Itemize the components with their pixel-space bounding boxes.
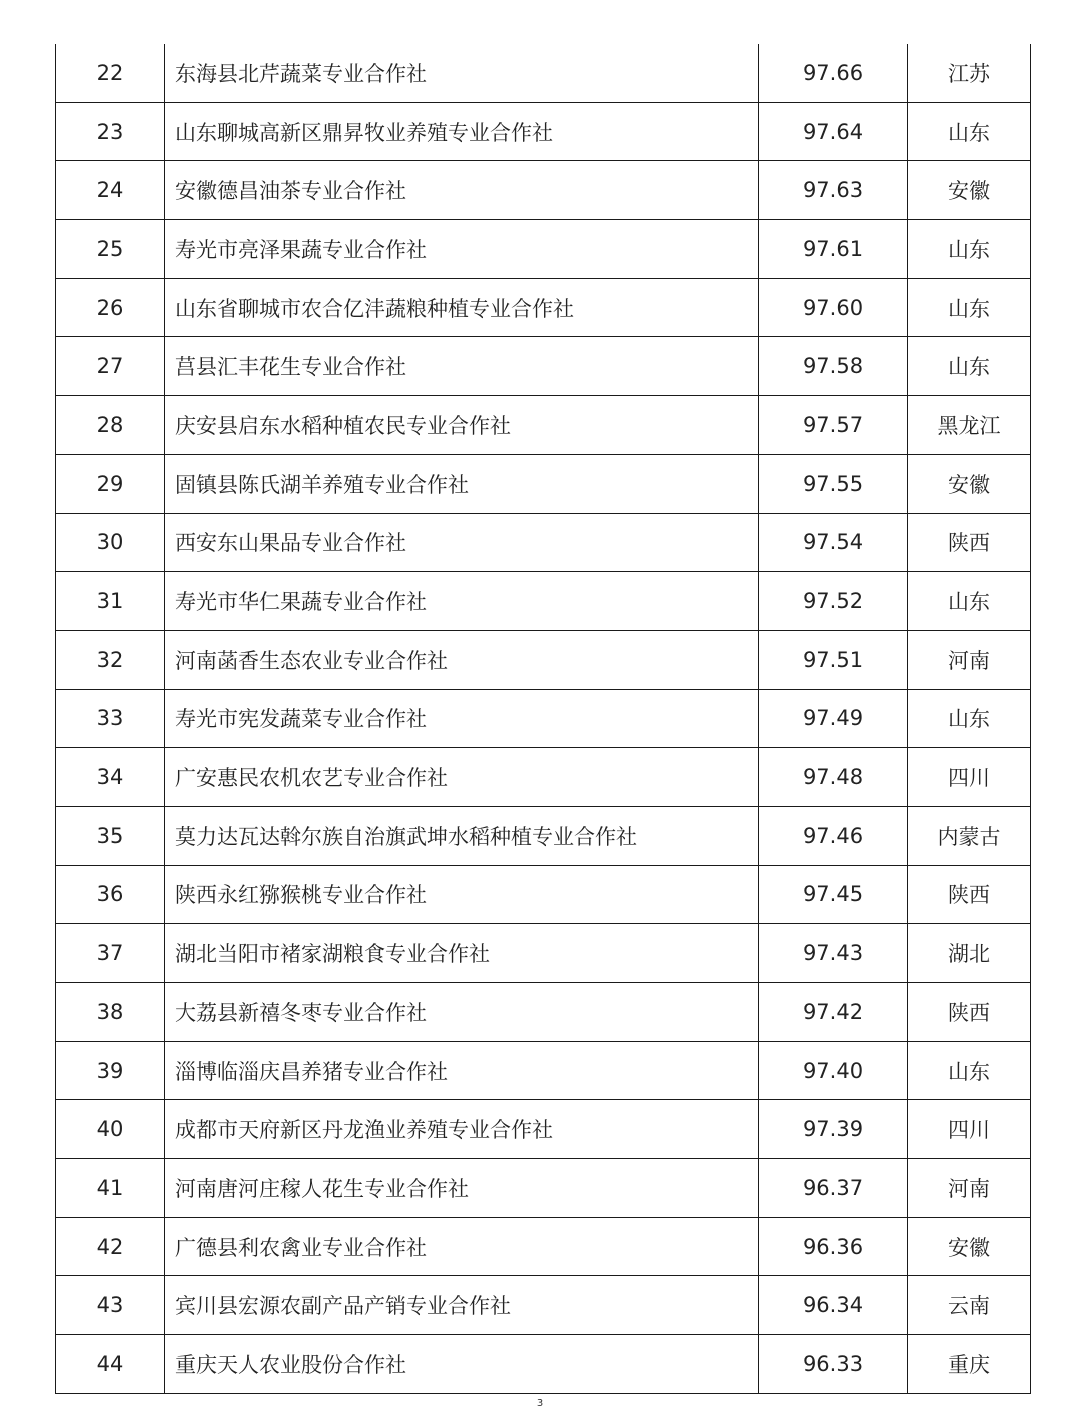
table-row xyxy=(56,924,1031,983)
score-cell: 97.48 xyxy=(759,748,908,807)
ranking-table-body xyxy=(56,44,1031,1393)
cooperative-name-cell: 寿光市亮泽果蔬专业合作社 xyxy=(165,220,759,279)
rank-cell: 28 xyxy=(56,396,165,455)
province-cell: 安徽 xyxy=(908,1217,1031,1276)
score-cell: 97.57 xyxy=(759,396,908,455)
rank-cell: 39 xyxy=(56,1041,165,1100)
page-number-mark: 3 xyxy=(536,1398,544,1409)
score-cell: 97.55 xyxy=(759,454,908,513)
rank-cell: 44 xyxy=(56,1335,165,1394)
table-row xyxy=(56,1100,1031,1159)
cooperative-name-cell: 寿光市华仁果蔬专业合作社 xyxy=(165,572,759,631)
cooperative-name-cell: 山东省聊城市农合亿沣蔬粮种植专业合作社 xyxy=(165,278,759,337)
rank-cell: 42 xyxy=(56,1217,165,1276)
score-cell: 97.49 xyxy=(759,689,908,748)
cooperative-name-cell: 西安东山果品专业合作社 xyxy=(165,513,759,572)
cooperative-name-cell: 庆安县启东水稻种植农民专业合作社 xyxy=(165,396,759,455)
cooperative-name-cell: 广安惠民农机农艺专业合作社 xyxy=(165,748,759,807)
table-row xyxy=(56,1159,1031,1218)
cooperative-name-cell: 安徽德昌油茶专业合作社 xyxy=(165,161,759,220)
province-cell: 陕西 xyxy=(908,983,1031,1042)
province-cell: 陕西 xyxy=(908,865,1031,924)
table-row xyxy=(56,1335,1031,1394)
score-cell: 97.63 xyxy=(759,161,908,220)
province-cell: 四川 xyxy=(908,1100,1031,1159)
table-row xyxy=(56,278,1031,337)
score-cell: 97.39 xyxy=(759,1100,908,1159)
province-cell: 安徽 xyxy=(908,161,1031,220)
province-cell: 山东 xyxy=(908,220,1031,279)
table-row xyxy=(56,513,1031,572)
rank-cell: 24 xyxy=(56,161,165,220)
cooperative-name-cell: 莫力达瓦达斡尔族自治旗武坤水稻种植专业合作社 xyxy=(165,806,759,865)
province-cell: 山东 xyxy=(908,102,1031,161)
cooperative-name-cell: 成都市天府新区丹龙渔业养殖专业合作社 xyxy=(165,1100,759,1159)
score-cell: 97.60 xyxy=(759,278,908,337)
cooperative-name-cell: 东海县北芹蔬菜专业合作社 xyxy=(165,44,759,102)
cooperative-ranking-table xyxy=(55,44,1030,1394)
province-cell: 陕西 xyxy=(908,513,1031,572)
cooperative-name-cell: 河南菡香生态农业专业合作社 xyxy=(165,630,759,689)
cooperative-name-cell: 山东聊城高新区鼎昇牧业养殖专业合作社 xyxy=(165,102,759,161)
rank-cell: 38 xyxy=(56,983,165,1042)
cooperative-name-cell: 陕西永红猕猴桃专业合作社 xyxy=(165,865,759,924)
score-cell: 96.34 xyxy=(759,1276,908,1335)
cooperative-name-cell: 宾川县宏源农副产品产销专业合作社 xyxy=(165,1276,759,1335)
rank-cell: 31 xyxy=(56,572,165,631)
score-cell: 97.54 xyxy=(759,513,908,572)
score-cell: 97.46 xyxy=(759,806,908,865)
rank-cell: 23 xyxy=(56,102,165,161)
score-cell: 97.66 xyxy=(759,44,908,102)
rank-cell: 34 xyxy=(56,748,165,807)
cooperative-name-cell: 湖北当阳市褚家湖粮食专业合作社 xyxy=(165,924,759,983)
rank-cell: 36 xyxy=(56,865,165,924)
score-cell: 97.45 xyxy=(759,865,908,924)
province-cell: 山东 xyxy=(908,278,1031,337)
ranking-table xyxy=(55,44,1031,1394)
table-row xyxy=(56,102,1031,161)
province-cell: 四川 xyxy=(908,748,1031,807)
score-cell: 97.64 xyxy=(759,102,908,161)
table-row xyxy=(56,865,1031,924)
rank-cell: 29 xyxy=(56,454,165,513)
cooperative-name-cell: 重庆天人农业股份合作社 xyxy=(165,1335,759,1394)
rank-cell: 27 xyxy=(56,337,165,396)
rank-cell: 26 xyxy=(56,278,165,337)
rank-cell: 30 xyxy=(56,513,165,572)
score-cell: 97.61 xyxy=(759,220,908,279)
table-row xyxy=(56,454,1031,513)
rank-cell: 35 xyxy=(56,806,165,865)
rank-cell: 43 xyxy=(56,1276,165,1335)
table-row xyxy=(56,337,1031,396)
table-row xyxy=(56,572,1031,631)
score-cell: 96.36 xyxy=(759,1217,908,1276)
province-cell: 内蒙古 xyxy=(908,806,1031,865)
province-cell: 山东 xyxy=(908,1041,1031,1100)
score-cell: 96.33 xyxy=(759,1335,908,1394)
province-cell: 河南 xyxy=(908,1159,1031,1218)
table-row xyxy=(56,630,1031,689)
cooperative-name-cell: 大荔县新禧冬枣专业合作社 xyxy=(165,983,759,1042)
table-row xyxy=(56,689,1031,748)
province-cell: 山东 xyxy=(908,689,1031,748)
province-cell: 江苏 xyxy=(908,44,1031,102)
score-cell: 97.51 xyxy=(759,630,908,689)
province-cell: 山东 xyxy=(908,572,1031,631)
rank-cell: 32 xyxy=(56,630,165,689)
province-cell: 重庆 xyxy=(908,1335,1031,1394)
score-cell: 97.42 xyxy=(759,983,908,1042)
cooperative-name-cell: 河南唐河庄稼人花生专业合作社 xyxy=(165,1159,759,1218)
score-cell: 97.58 xyxy=(759,337,908,396)
province-cell: 山东 xyxy=(908,337,1031,396)
province-cell: 黑龙江 xyxy=(908,396,1031,455)
table-row xyxy=(56,806,1031,865)
table-row xyxy=(56,748,1031,807)
cooperative-name-cell: 寿光市宪发蔬菜专业合作社 xyxy=(165,689,759,748)
rank-cell: 40 xyxy=(56,1100,165,1159)
cooperative-name-cell: 固镇县陈氏湖羊养殖专业合作社 xyxy=(165,454,759,513)
table-row xyxy=(56,1276,1031,1335)
table-row xyxy=(56,1041,1031,1100)
rank-cell: 25 xyxy=(56,220,165,279)
table-row xyxy=(56,44,1031,102)
cooperative-name-cell: 莒县汇丰花生专业合作社 xyxy=(165,337,759,396)
province-cell: 安徽 xyxy=(908,454,1031,513)
table-row xyxy=(56,396,1031,455)
score-cell: 96.37 xyxy=(759,1159,908,1218)
table-row xyxy=(56,983,1031,1042)
rank-cell: 41 xyxy=(56,1159,165,1218)
score-cell: 97.40 xyxy=(759,1041,908,1100)
table-row xyxy=(56,1217,1031,1276)
table-row xyxy=(56,161,1031,220)
cooperative-name-cell: 淄博临淄庆昌养猪专业合作社 xyxy=(165,1041,759,1100)
score-cell: 97.52 xyxy=(759,572,908,631)
province-cell: 云南 xyxy=(908,1276,1031,1335)
province-cell: 湖北 xyxy=(908,924,1031,983)
rank-cell: 37 xyxy=(56,924,165,983)
cooperative-name-cell: 广德县利农禽业专业合作社 xyxy=(165,1217,759,1276)
rank-cell: 33 xyxy=(56,689,165,748)
score-cell: 97.43 xyxy=(759,924,908,983)
province-cell: 河南 xyxy=(908,630,1031,689)
rank-cell: 22 xyxy=(56,44,165,102)
table-row xyxy=(56,220,1031,279)
